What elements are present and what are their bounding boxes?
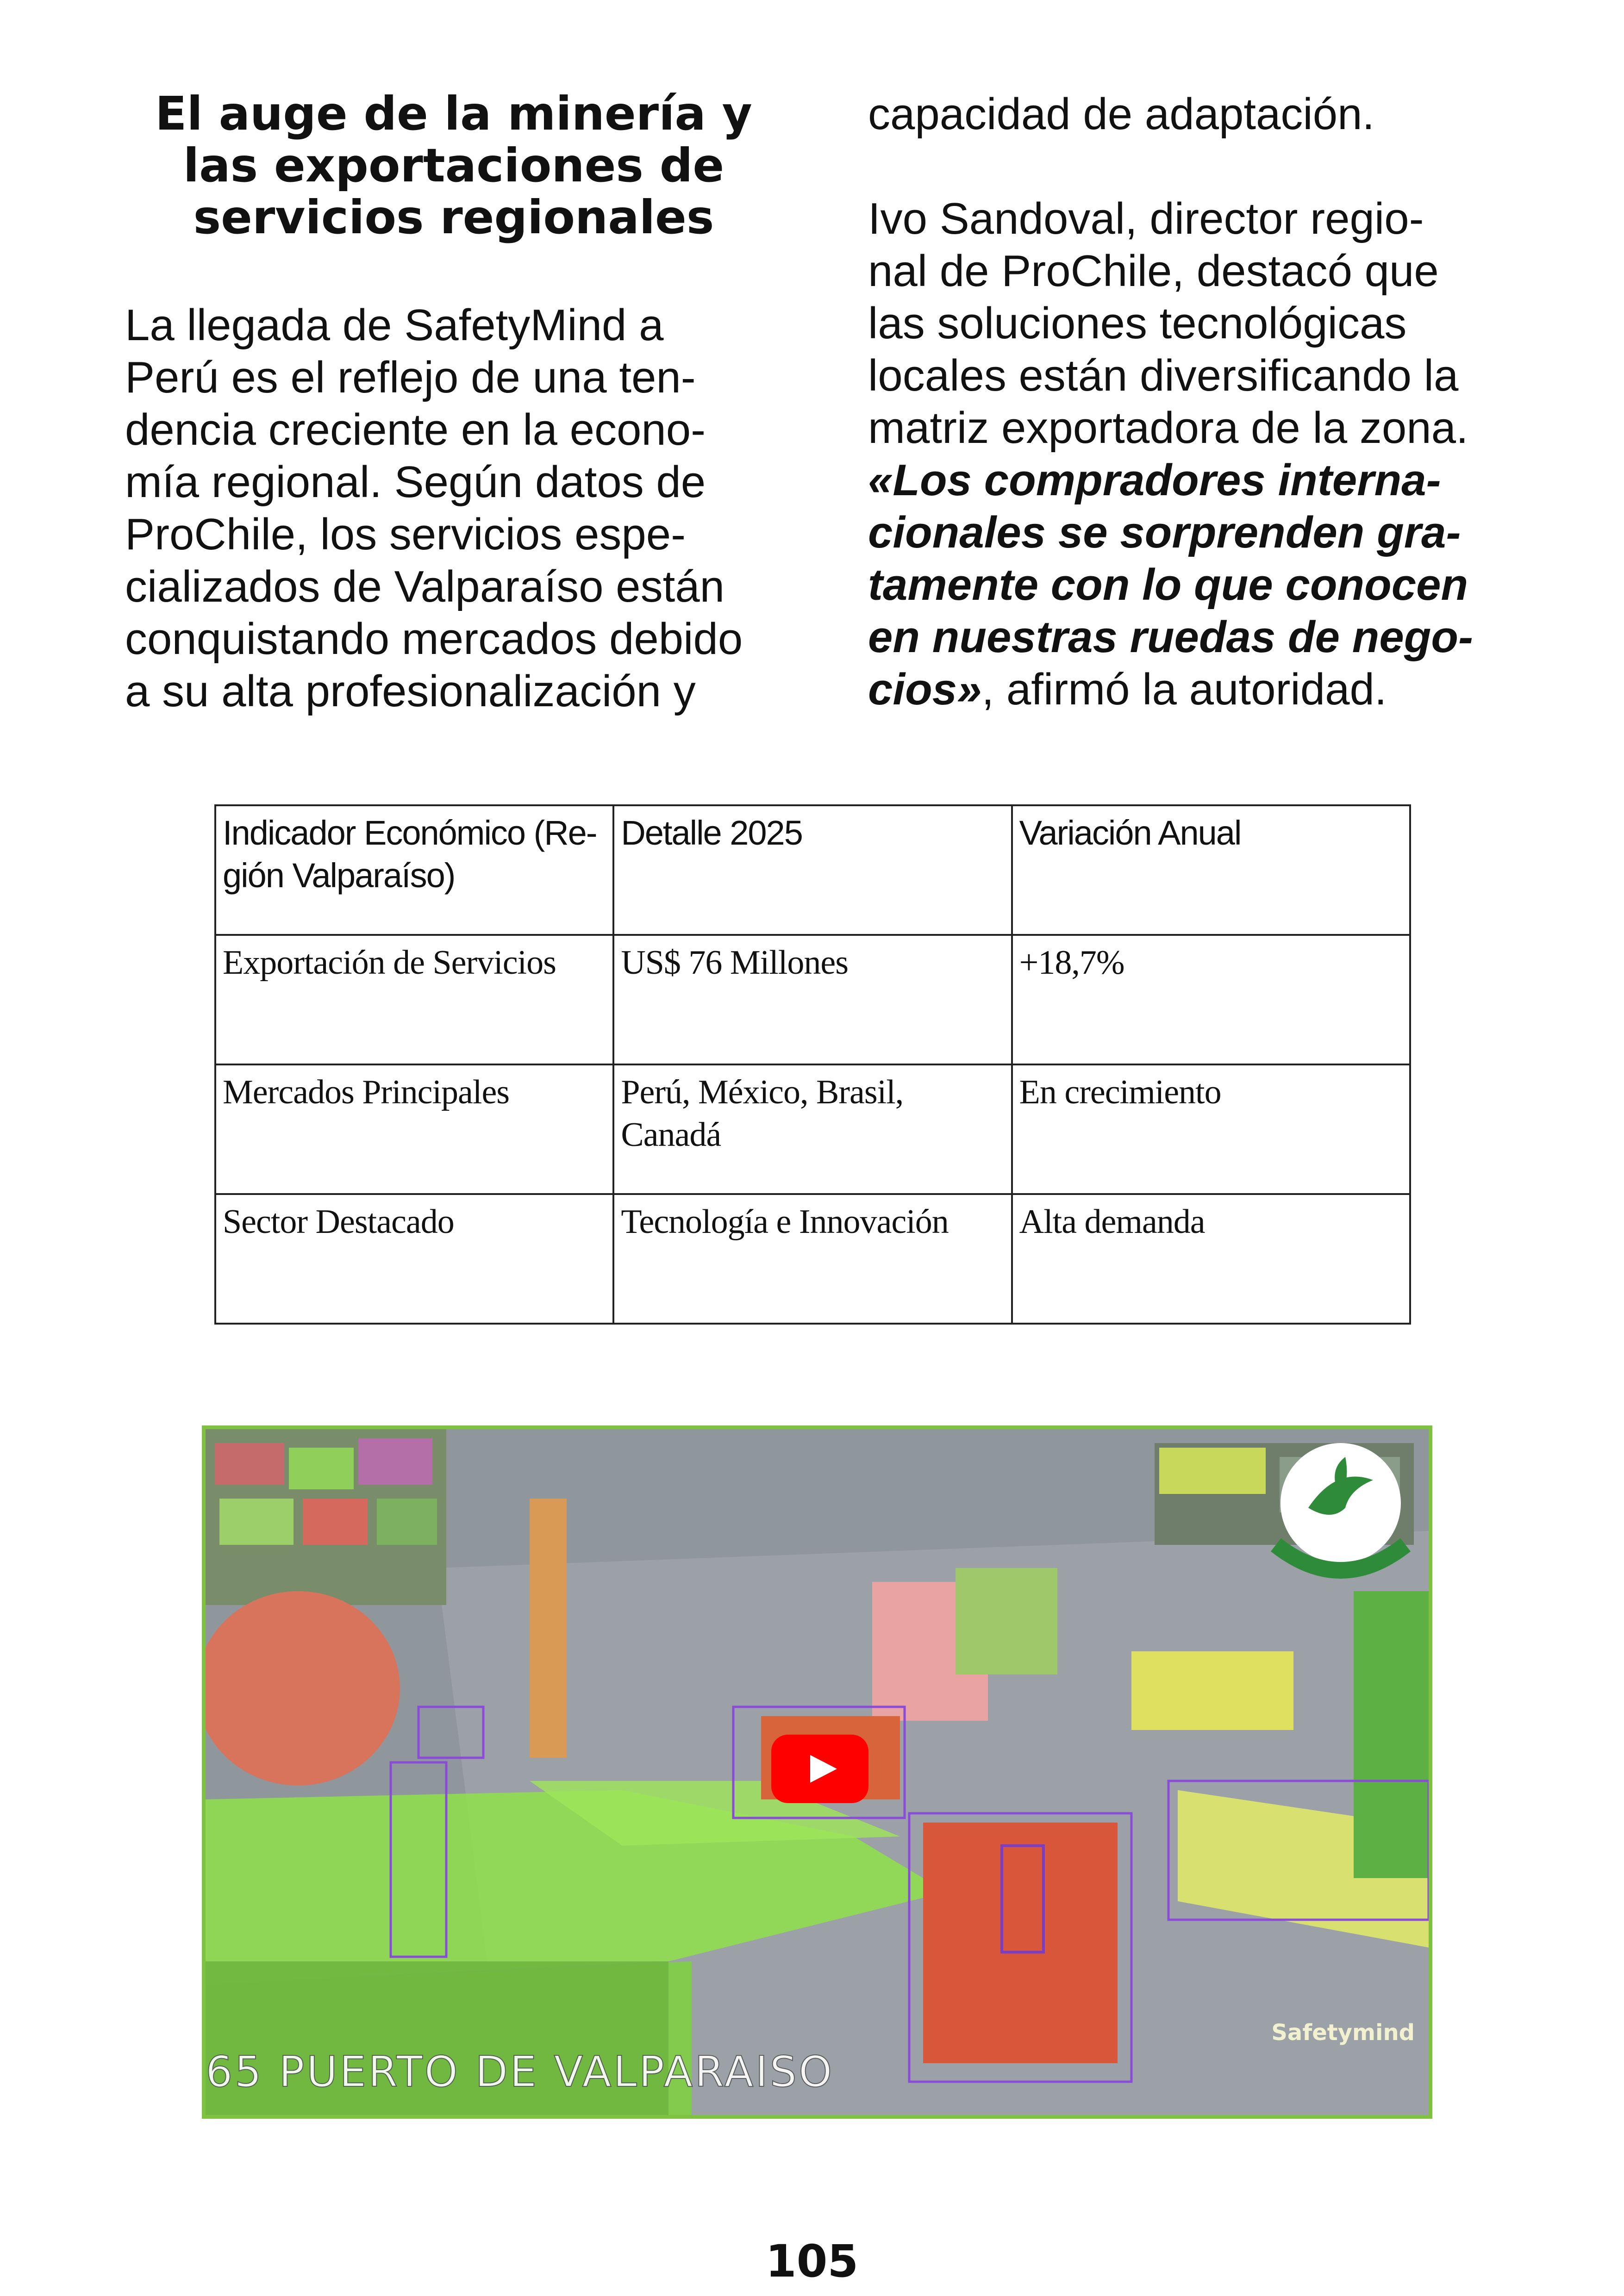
table-header-cell: Variación Anual: [1012, 805, 1410, 935]
table-cell: Perú, México, Brasil, Canadá: [613, 1064, 1012, 1194]
table-row: [215, 935, 1410, 1064]
article-heading: El auge de la minería y las exportaciones de servicios regionales: [155, 87, 752, 244]
economic-indicators-table: [214, 804, 1411, 1325]
video-caption: 65 PUERTO DE VALPARAISO: [206, 2047, 834, 2097]
page-number: 105: [765, 2235, 859, 2287]
pull-quote-line: cionales se sorprenden gra-: [868, 508, 1461, 557]
right-paragraph: capacidad de adaptación. Ivo Sandoval, director regio- nal de ProChile, destacó que las soluciones tecnológicas locales están diversificando la matriz exportadora de la zona. «Los compradores interna- cionales se sorprenden gra- tamente con lo que conocen en nuestras ruedas de nego- cios», afirmó la autoridad.: [868, 88, 1516, 716]
table-header-cell: Detalle 2025: [613, 805, 1012, 935]
video-play-button[interactable]: [771, 1735, 868, 1803]
safetymind-watermark: Safetymind: [1271, 2020, 1415, 2046]
pull-quote-end: cios»: [868, 665, 982, 714]
pull-quote-line: «Los compradores interna-: [868, 455, 1441, 505]
table-header-row: [215, 805, 1410, 935]
left-paragraph: La llegada de SafetyMind a Perú es el reflejo de una ten- dencia creciente en la econo- mía regional. Según datos de ProChile, los servicios espe- cializados de Valparaíso están conquistando mercados debido a su alta profesionalización y: [125, 300, 743, 716]
video-embed[interactable]: [202, 1425, 1432, 2119]
table-row: [215, 1064, 1410, 1194]
table-row: [215, 1194, 1410, 1324]
table-cell: Exportación de Servicios: [215, 935, 613, 1064]
quote-attribution: , afirmó la autoridad.: [981, 665, 1387, 714]
right-column: [868, 88, 1516, 716]
pull-quote-line: tamente con lo que conocen: [868, 560, 1468, 610]
table-cell: En crecimiento: [1012, 1064, 1410, 1194]
table-cell: US$ 76 Millones: [613, 935, 1012, 1064]
left-column: [125, 88, 782, 717]
table-cell: Sector Destacado: [215, 1194, 613, 1324]
table-header-cell: Indicador Económico (Re- gión Valparaíso): [215, 805, 613, 935]
pull-quote-line: en nuestras ruedas de nego-: [868, 612, 1474, 662]
table-cell: Mercados Principales: [215, 1064, 613, 1194]
table-cell: Alta demanda: [1012, 1194, 1410, 1324]
table-cell: Tecnología e Innovación: [613, 1194, 1012, 1324]
table-cell: +18,7%: [1012, 935, 1410, 1064]
contraplano-logo: [1257, 1429, 1424, 1596]
